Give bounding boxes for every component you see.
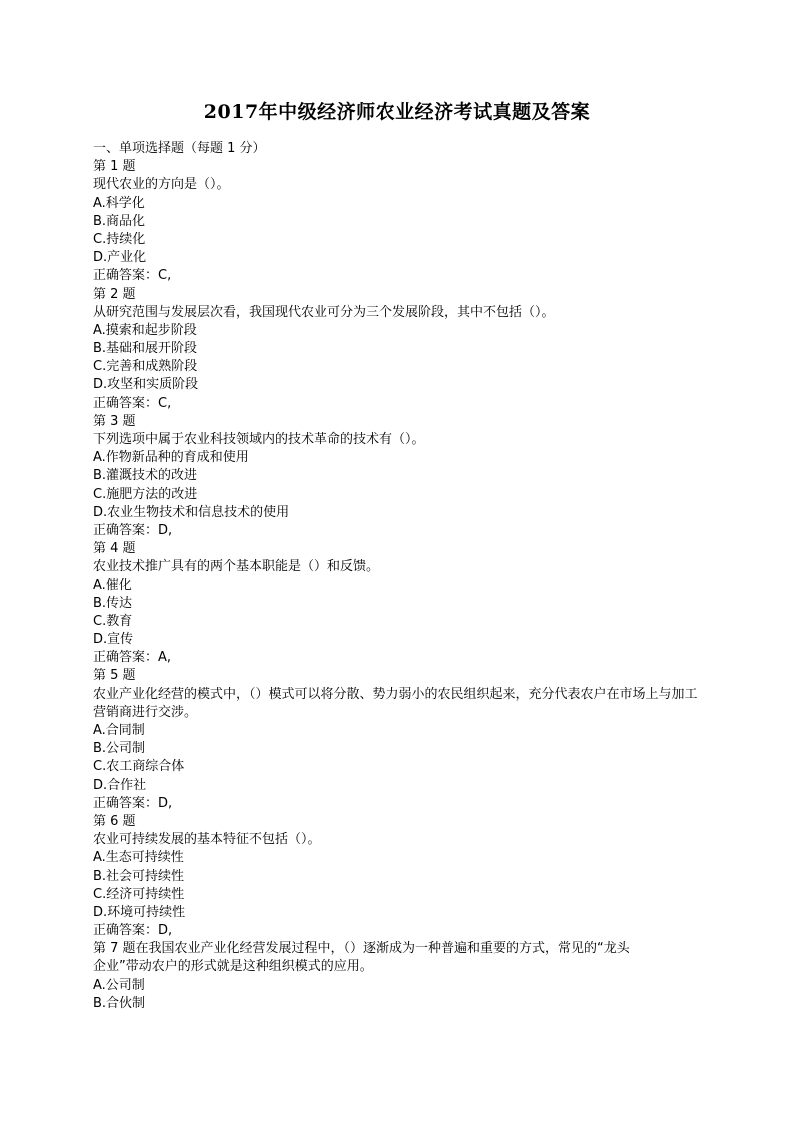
- question-number: 第 2 题: [93, 286, 136, 302]
- question-number: 第 3 题: [93, 413, 136, 429]
- question-stem: 农业技术推广具有的两个基本职能是（）和反馈。: [93, 559, 380, 575]
- question-number: 第 5 题: [93, 668, 136, 684]
- option-a: A.公司制: [93, 977, 145, 993]
- option-b: B.灌溉技术的改进: [93, 468, 198, 484]
- option-d: D.合作社: [93, 777, 147, 793]
- question-7-line-2: 企业”带动农户的形式就是这种组织模式的应用。: [93, 959, 373, 975]
- question-stem: 从研究范围与发展层次看，我国现代农业可分为三个发展阶段，其中不包括（）。: [93, 304, 555, 320]
- option-a: A.催化: [93, 577, 132, 593]
- question-stem: 现代农业的方向是（）。: [93, 177, 230, 193]
- option-d: D.宣传: [93, 632, 134, 648]
- option-a: A.科学化: [93, 195, 145, 211]
- option-b: B.传达: [93, 595, 133, 611]
- option-c: C.施肥方法的改进: [93, 486, 198, 502]
- question-number: 第 4 题: [93, 541, 136, 557]
- option-a: A.生态可持续性: [93, 850, 184, 866]
- option-d: D.农业生物技术和信息技术的使用: [93, 504, 290, 520]
- question-stem: 农业可持续发展的基本特征不包括（）。: [93, 832, 321, 848]
- option-b: B.社会可持续性: [93, 868, 185, 884]
- option-c: C.完善和成熟阶段: [93, 359, 198, 375]
- option-b: B.基础和展开阶段: [93, 341, 198, 357]
- option-a: A.摸索和起步阶段: [93, 322, 197, 338]
- option-b: B.商品化: [93, 213, 146, 229]
- question-number: 第 6 题: [93, 813, 136, 829]
- answer-line: 正确答案：A,: [93, 650, 172, 666]
- option-d: D.环境可持续性: [93, 904, 186, 920]
- option-a: A.合同制: [93, 723, 145, 739]
- answer-line: 正确答案：C,: [93, 268, 172, 284]
- option-b: B.公司制: [93, 741, 146, 757]
- document-body: [93, 140, 703, 1013]
- option-c: C.经济可持续性: [93, 886, 185, 902]
- answer-line: 正确答案：C,: [93, 395, 172, 411]
- question-stem: 下列选项中属于农业科技领域内的技术革命的技术有（）。: [93, 432, 425, 447]
- option-a: A.作物新品种的育成和使用: [93, 450, 249, 466]
- section-heading: 一、单项选择题（每题 1 分）: [93, 141, 266, 156]
- question-7-line-1: 第 7 题在我国农业产业化经营发展过程中，（）逐渐成为一种普遍和重要的方式，常见的“龙头: [93, 941, 630, 957]
- question-number: 第 1 题: [93, 159, 136, 175]
- answer-line: 正确答案：D,: [93, 522, 173, 538]
- option-b: B.合伙制: [93, 995, 146, 1011]
- option-d: D.产业化: [93, 250, 147, 266]
- answer-line: 正确答案：D,: [93, 795, 173, 811]
- document-title: 2017年中级经济师农业经济考试真题及答案: [203, 101, 591, 123]
- question-stem: 农业产业化经营的模式中，（）模式可以将分散、势力弱小的农民组织起来，充分代表农户在市场上与加工营销商进行交涉。: [93, 686, 698, 720]
- option-c: C.持续化: [93, 231, 146, 247]
- option-c: C.农工商综合体: [93, 759, 185, 775]
- option-c: C.教育: [93, 613, 133, 629]
- option-d: D.攻坚和实质阶段: [93, 377, 199, 393]
- answer-line: 正确答案：D,: [93, 923, 173, 939]
